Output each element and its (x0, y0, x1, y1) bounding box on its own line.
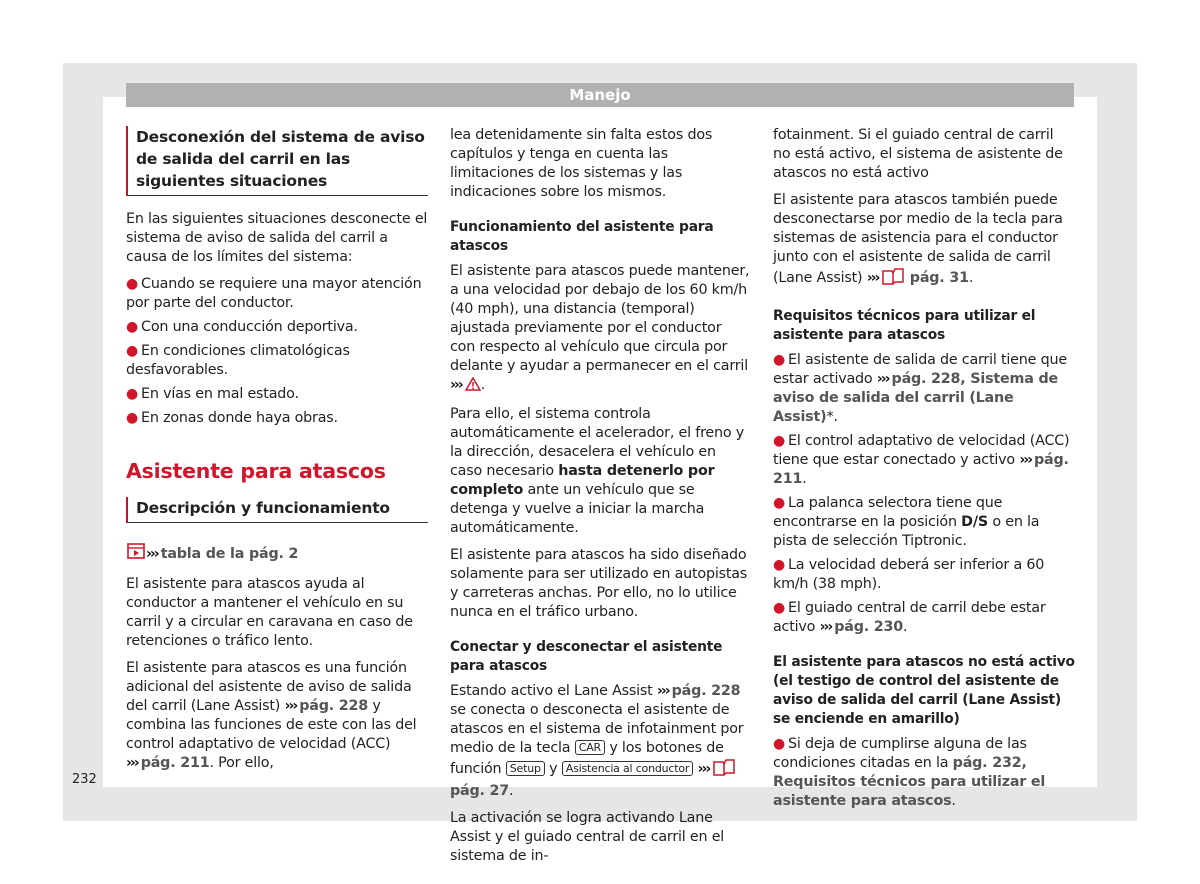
list-item: ● La palanca selectora tiene que encontrarse en la posición D/S o en la pista de selección Tiptronic. (773, 495, 1040, 549)
arrow-icon: ››› (450, 377, 462, 393)
bullet-icon: ● (126, 386, 139, 402)
arrow-icon: ››› (126, 755, 138, 771)
chapter-title: Manejo (569, 86, 631, 104)
section-title: Asistente para atascos (126, 459, 386, 483)
chapter-header-bar (126, 83, 1074, 107)
subsection-box-heading: Descripción y funcionamiento (126, 497, 428, 523)
subheading: Funcionamiento del asistente para atascos (450, 219, 714, 254)
table-reference[interactable]: ››› tabla de la pág. 2 (126, 541, 428, 567)
setup-key: Setup (506, 761, 545, 776)
page-link[interactable]: pág. 31 (909, 270, 969, 286)
list-item: ● En condiciones climatológicas desfavorables. (126, 343, 350, 378)
list-item: ● La velocidad deberá ser inferior a 60 km/h (38 mph). (773, 557, 1045, 592)
warning-icon (465, 377, 481, 397)
page-link[interactable]: pág. 228, Sistema de aviso de salida del carril (Lane Assist) (773, 371, 1058, 425)
list-item: ● Cuando se requiere una mayor atención por parte del conductor. (126, 276, 422, 311)
page-link[interactable]: pág. 228 (671, 683, 741, 699)
bullet-icon: ● (126, 410, 139, 426)
page-link[interactable]: pág. 228 (299, 698, 369, 714)
list-item: ● En zonas donde haya obras. (126, 410, 338, 426)
list-item: ● El guiado central de carril debe estar activo ››› pág. 230. (773, 600, 1046, 635)
paragraph: El asistente para atascos ayuda al conductor a mantener el vehículo en su carril y a circular en caravana en caso de retenciones o tráfico lento. (126, 576, 413, 649)
bullet-icon: ● (126, 343, 139, 359)
bullet-icon: ● (773, 352, 786, 368)
book-icon (712, 758, 736, 782)
paragraph: El asistente para atascos es una función adicional del asistente de aviso de salida del carril (Lane Assist) ››› pág. 228 y combina las funciones de este con las del control adaptativo de velocidad (ACC) ››› pág. 211. Por ello, (126, 660, 417, 771)
assistance-key: Asistencia al conductor (562, 761, 693, 776)
arrow-icon: ››› (866, 270, 879, 286)
bullet-icon: ● (773, 557, 786, 573)
paragraph: Para ello, el sistema controla automáticamente el acelerador, el freno y la dirección, desacelera el vehículo en caso necesario hasta detenerlo por completo ante un vehículo que se detenga y vuelve a iniciar la marcha automáticamente. (450, 406, 745, 536)
bullet-icon: ● (126, 276, 139, 292)
bullet-icon: ● (773, 736, 786, 752)
paragraph: lea detenidamente sin falta estos dos capítulos y tenga en cuenta las limitaciones de los sistemas y las indicaciones sobre los mismos. (450, 127, 713, 200)
subheading: Requisitos técnicos para utilizar el asistente para atascos (773, 308, 1036, 343)
page-link[interactable]: pág. 211 (140, 755, 210, 771)
page-link[interactable]: pág. 27 (450, 783, 510, 799)
arrow-icon: ››› (146, 546, 158, 562)
intro-paragraph: En las siguientes situaciones desconecte el sistema de aviso de salida del carril a causa de los límites del sistema: (126, 211, 428, 265)
arrow-icon: ››› (819, 619, 832, 635)
page-number: 232 (72, 772, 97, 787)
subheading: Conectar y desconectar el asistente para atascos (450, 639, 723, 674)
arrow-icon: ››› (876, 371, 889, 387)
page-link[interactable]: pág. 230 (834, 619, 904, 635)
list-item: ● El asistente de salida de carril tiene que estar activado ››› pág. 228, Sistema de aviso de salida del carril (Lane Assist)*. (773, 352, 1067, 425)
paragraph: El asistente para atascos puede mantener, a una velocidad por debajo de los 60 km/h (40 mph), una distancia (temporal) ajustada previamente por el conductor con respecto al vehículo que circula por delante y ayudar a permanecer en el carril ››› . (450, 262, 750, 397)
page-link[interactable]: pág. 232, Requisitos técnicos para utilizar el asistente para atascos (773, 755, 1046, 809)
media-icon (126, 541, 146, 567)
arrow-icon: ››› (697, 761, 710, 777)
bullet-icon: ● (126, 319, 139, 335)
page-link[interactable]: pág. 211 (773, 452, 1069, 487)
column-1 (126, 126, 428, 781)
bullet-icon: ● (773, 495, 786, 511)
section-box-heading: Desconexión del sistema de aviso de salida del carril en las siguientes situaciones (126, 126, 428, 196)
arrow-icon: ››› (284, 698, 297, 714)
column-3 (773, 126, 1075, 816)
car-key: CAR (575, 740, 605, 755)
paragraph: El asistente para atascos ha sido diseñado solamente para ser utilizado en autopistas y carreteras anchas. Por ello, no lo utilice nunca en el tráfico urbano. (450, 547, 748, 620)
column-2 (450, 126, 750, 874)
bullet-icon: ● (773, 433, 786, 449)
arrow-icon: ››› (656, 683, 669, 699)
list-item: ● En vías en mal estado. (126, 386, 299, 402)
list-item: ● Si deja de cumplirse alguna de las condiciones citadas en la pág. 232, Requisitos técnicos para utilizar el asistente para atascos. (773, 736, 1046, 809)
paragraph: Estando activo el Lane Assist ››› pág. 228 se conecta o desconecta el asistente de atascos en el sistema de infotainment por medio de la tecla CAR y los botones de función Setup y Asistencia al conductor ››› pág. 27. (450, 683, 744, 799)
paragraph: fotainment. Si el guiado central de carril no está activo, el sistema de asistente de atascos no está activo (773, 127, 1063, 181)
subheading: El asistente para atascos no está activo (el testigo de control del asistente de aviso de salida del carril (Lane Assist) se enciende en amarillo) (773, 654, 1075, 727)
list-item: ● El control adaptativo de velocidad (ACC) tiene que estar conectado y activo ››› pág. 211. (773, 433, 1070, 487)
paragraph: La activación se logra activando Lane Assist y el guiado central de carril en el sistema de in- (450, 810, 725, 864)
list-item: ● Con una conducción deportiva. (126, 319, 358, 335)
book-icon (881, 267, 905, 291)
bullet-icon: ● (773, 600, 786, 616)
paragraph: El asistente para atascos también puede desconectarse por medio de la tecla para sistemas de asistencia para el conductor junto con el asistente de salida de carril (Lane Assist) ››› pág. 31. (773, 191, 1075, 291)
arrow-icon: ››› (1019, 452, 1032, 468)
